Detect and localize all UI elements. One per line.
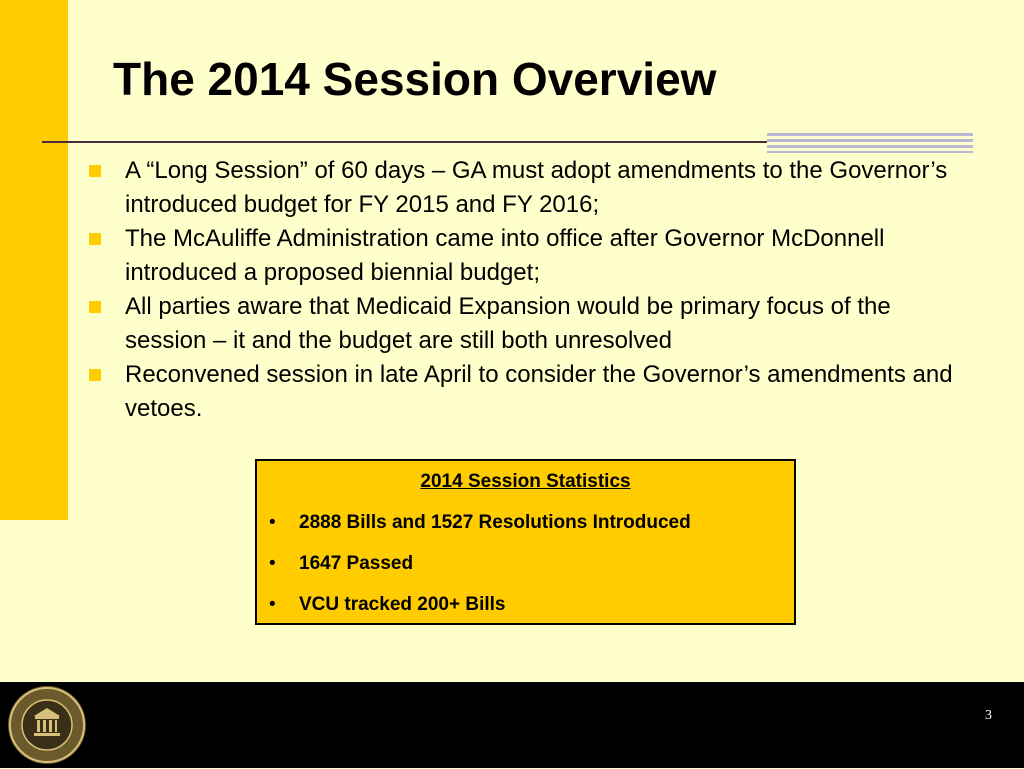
university-seal-logo — [8, 686, 86, 764]
bullet-text: A “Long Session” of 60 days – GA must adopt amendments to the Governor’s introduced budget for FY 2015 and FY 2016; — [125, 157, 948, 218]
statistics-item-text: VCU tracked 200+ Bills — [299, 594, 506, 615]
statistics-item — [269, 594, 505, 616]
bullet-square-icon — [89, 301, 101, 313]
bullet-item — [88, 290, 958, 358]
left-accent-bar — [0, 0, 68, 520]
session-statistics-box — [255, 459, 796, 625]
bullet-list — [88, 154, 958, 426]
statistics-title: 2014 Session Statistics — [420, 471, 631, 492]
bullet-text: All parties aware that Medicaid Expansion would be primary focus of the session – it and the budget are still both unresolved — [125, 293, 891, 354]
bullet-square-icon — [89, 369, 101, 381]
bullet-dot-icon: • — [269, 594, 276, 615]
page-number: 3 — [985, 708, 992, 723]
bullet-dot-icon: • — [269, 512, 276, 533]
bullet-item — [88, 358, 958, 426]
seal-icon — [8, 686, 86, 764]
statistics-item-text: 1647 Passed — [299, 553, 414, 574]
bullet-text: The McAuliffe Administration came into office after Governor McDonnell introduced a proposed biennial budget; — [125, 225, 885, 286]
bullet-item — [88, 222, 958, 290]
bullet-item — [88, 154, 958, 222]
title-divider-accent — [767, 133, 973, 153]
statistics-item — [269, 553, 413, 575]
footer-bar — [0, 682, 1024, 768]
statistics-item-text: 2888 Bills and 1527 Resolutions Introduced — [299, 512, 691, 533]
bullet-square-icon — [89, 233, 101, 245]
bullet-text: Reconvened session in late April to consider the Governor’s amendments and vetoes. — [125, 361, 953, 422]
slide-title: The 2014 Session Overview — [113, 53, 717, 105]
statistics-item — [269, 512, 691, 534]
bullet-square-icon — [89, 165, 101, 177]
bullet-dot-icon: • — [269, 553, 276, 574]
